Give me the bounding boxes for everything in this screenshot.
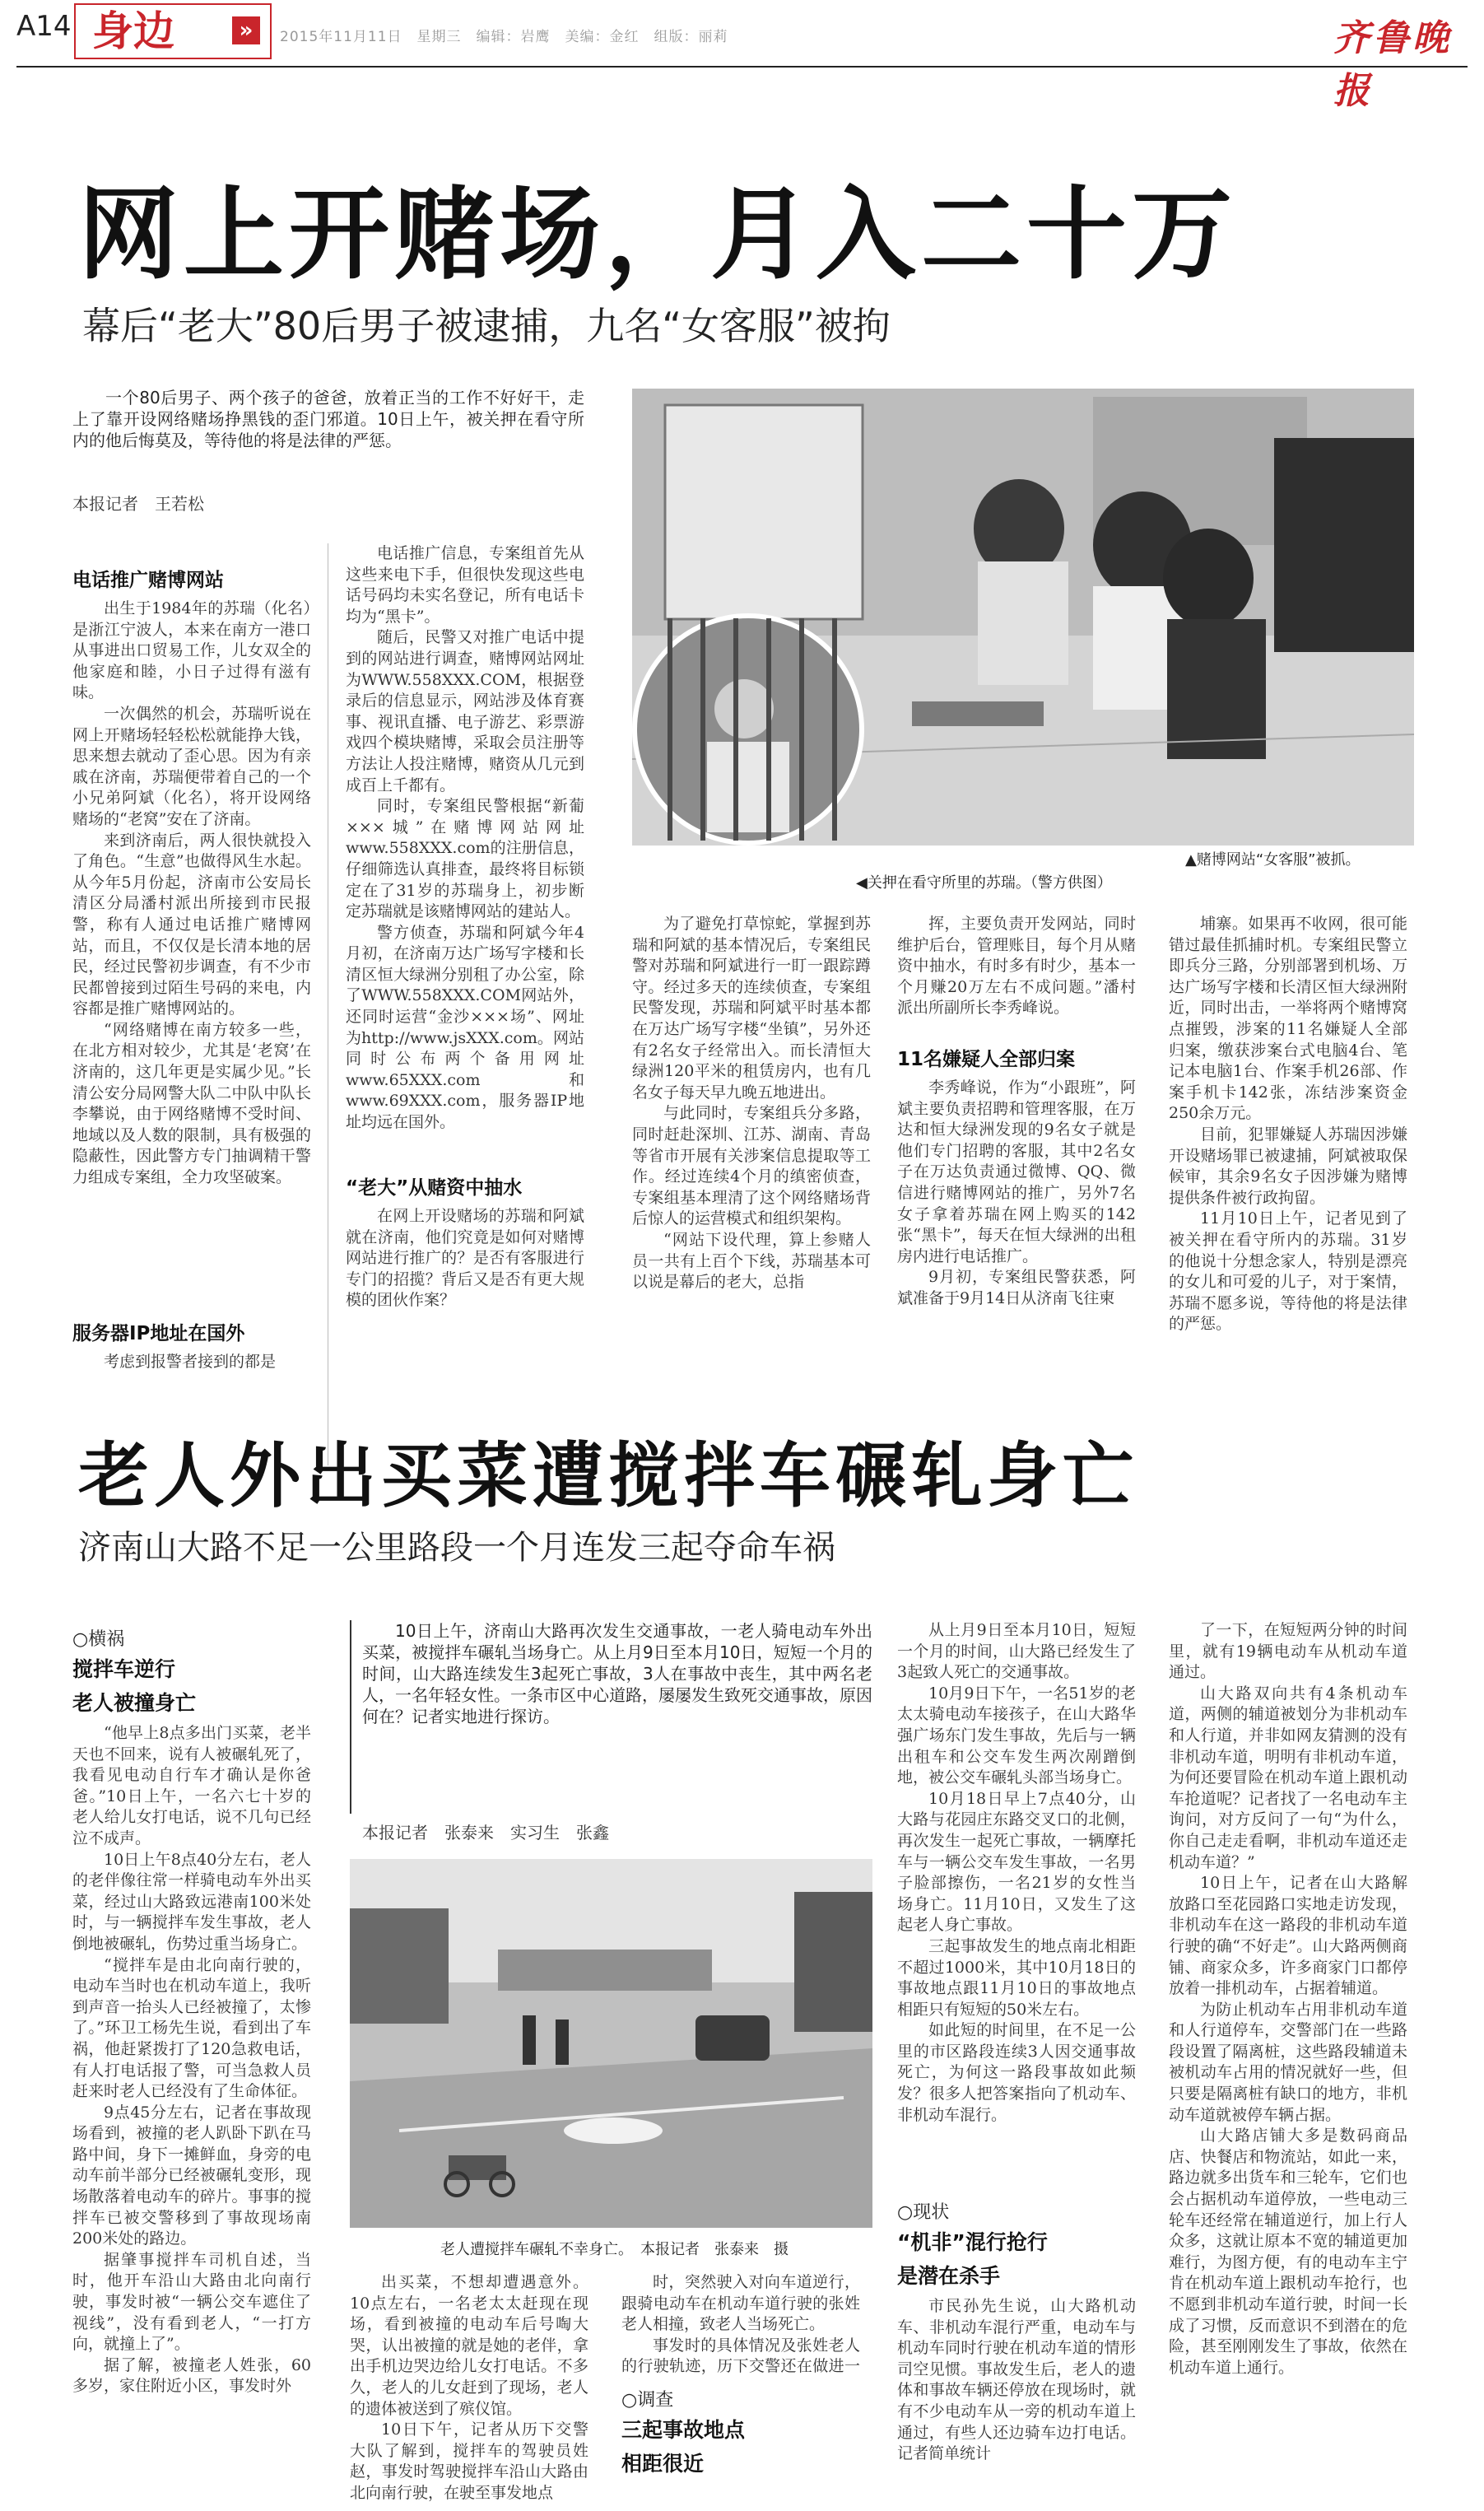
paragraph: 10日上午8点40分左右，老人的老伴像往常一样骑电动车外出买菜，经过山大路致远港南100米处时，与一辆搅拌车发生事故，老人倒地被碾轧，伤势过重当场身亡。 bbox=[72, 1850, 311, 1953]
paragraph: 挥，主要负责开发网站，同时维护后台，管理账目，每个月从赌资中抽水，有时多有时少，基本一个月赚20万左右不成问题。”潘村派出所副所长李秀峰说。 bbox=[897, 915, 1136, 1018]
paragraph: 如此短的时间里，在不足一公里的市区路段连续3人因交通事故死亡，为何这一路段事故如此频发？很多人把答案指向了机动车、非机动车混行。 bbox=[897, 2021, 1136, 2124]
story2-kicker-3-tag: ○调查 bbox=[621, 2390, 674, 2411]
inset-photo-frame bbox=[632, 613, 864, 846]
paragraph: 时，突然驶入对向车道逆行，跟骑电动车在机动车道行驶的张姓老人相撞，致老人当场死亡。 bbox=[621, 2273, 860, 2334]
newspaper-logo: 齐鲁晚报 bbox=[1333, 17, 1452, 112]
story1-col4-text-a bbox=[897, 914, 1136, 1029]
paragraph: 同时，专案组民警根据“新葡×××城”在赌博网站网址www.558XXX.com的注册信息，仔细筛选认真排查，最终将目标锁定在了31岁的苏瑞身上，初步断定苏瑞就是该赌博网站的建站人。 bbox=[346, 797, 584, 921]
story1-subheadline: 幕后“老大”80后男子被逮捕，九名“女客服”被拘 bbox=[82, 304, 891, 348]
story2-column-2 bbox=[350, 2272, 588, 2503]
story1-lead: 一个80后男子、两个孩子的爸爸，放着正当的工作不好好干，走上了靠开设网络赌场挣黑钱的歪门邪道。10日上午，被关押在看守所内的他后悔莫及，等待他的将是法律的严惩。 bbox=[72, 388, 584, 450]
story2-kicker-3-title-b: 相距很近 bbox=[621, 2452, 705, 2476]
paragraph: 事发时的具体情况及张姓老人的行驶轨迹，历下交警还在做进一 bbox=[621, 2336, 860, 2376]
story1-column-4 bbox=[897, 914, 1136, 1408]
story2-col3-text bbox=[621, 2272, 860, 2379]
paragraph: 山大路店铺大多是数码商品店、快餐店和物流站，如此一来，路边就多出货车和三轮车，它们也会占据机动车道停放，一些电动三轮车还经常在辅道逆行，加上行人众多，这就让原本不宽的辅道更加难行，为图方便，有的电动车主宁肯在机动车道上跟机动车抢行，也不愿到非机动车道行驶，时间一长成了习惯，反而意识不到潜在的危险，甚至刚刚发生了事故，依然在机动车道上通行。 bbox=[1169, 2127, 1407, 2377]
story1-col5-text bbox=[1169, 914, 1407, 1391]
paragraph: 在网上开设赌场的苏瑞和阿斌就在济南，他们究竟是如何对赌博网站进行推广的？是否有客服进行专门的招揽？背后又是否有更大规模的团伙作案？ bbox=[346, 1207, 584, 1310]
photo1-caption: ▲赌博网站“女客服”被抓。 bbox=[1185, 851, 1361, 869]
paragraph: 市民孙先生说，山大路机动车、非机动车混行严重，电动车与机动车同时行驶在机动车道的情形司空见惯。事故发生后，老人的遗体和事故车辆还停放在现场时，就有不少电动车从一旁的机动车道上通过，有些人还边骑车边打电话。记者简单统计 bbox=[897, 2297, 1136, 2463]
story2-kicker-2-tag: ○现状 bbox=[897, 2202, 950, 2223]
paragraph: 据了解，被撞老人姓张，60多岁，家住附近小区，事发时外 bbox=[72, 2355, 311, 2396]
story1-col1-text bbox=[72, 599, 311, 1307]
paragraph: 三起事故发生的地点南北相距不超过1000米，其中10月18日的事故地点跟11月10日的事故地点相距只有短短的50米左右。 bbox=[897, 1936, 1136, 2019]
paragraph: 随后，民警又对推广电话中提到的网站进行调查，赌博网站网址为WWW.558XXX.COM，根据登录后的信息显示，网站涉及体育赛事、视讯直播、电子游艺、彩票游戏四个模块赌博，采取会员注册等方法让人投注赌博，赌资从几元到成百上千都有。 bbox=[346, 628, 584, 794]
story1-col3-text bbox=[632, 914, 871, 1375]
story2-column-1 bbox=[72, 1622, 311, 2503]
story2-kicker-1-tag: ○横祸 bbox=[72, 1629, 125, 1650]
story2-col1-text bbox=[72, 1723, 311, 2481]
story2-lead: 10日上午，济南山大路再次发生交通事故，一老人骑电动车外出买菜，被搅拌车碾轧当场身亡。从上月9日至本月10日，短短一个月的时间，山大路连续发生3起死亡事故，3人在事故中丧生，其中两名老人，一名年轻女性。一条市区中心道路，屡屡发生致死交通事故，原因何在？记者实地进行探访。 bbox=[362, 1621, 872, 1726]
paragraph: 警方侦查，苏瑞和阿斌今年4月初，在济南万达广场写字楼和长清区恒大绿洲分别租了办公室，除了WWW.558XXX.COM网站外，还同时运营“金沙×××场”、网址为http://www.jsXXX.com。网站同时公布两个备用网址www.65XXX.com和www.69XXX.com，服务器IP地址均远在国外。 bbox=[346, 923, 584, 1132]
story1-col1-tail bbox=[72, 1352, 311, 1373]
story2-subheadline: 济南山大路不足一公里路段一个月连发三起夺命车祸 bbox=[78, 1529, 835, 1567]
story2-kicker-2-title-b: 是潜在杀手 bbox=[897, 2264, 1001, 2288]
story2-kicker-1-title-a: 搅拌车逆行 bbox=[72, 1657, 176, 1681]
story1-sub-heading-3: “老大”从赌资中抽水 bbox=[346, 1177, 523, 1199]
paragraph: 埔寨。如果再不收网，很可能错过最佳抓捕时机。专案组民警立即兵分三路，分别部署到机场、万达广场写字楼和长清区恒大绿洲附近，同时出击，一举将两个赌博窝点摧毁，涉案的11名嫌疑人全部归案，缴获涉案台式电脑4台、笔记本电脑1台、作案手机26部、作案手机卡142张，冻结涉案资金250余万元。 bbox=[1169, 915, 1407, 1123]
story2-byline: 本报记者 张泰来 实习生 张鑫 bbox=[362, 1823, 609, 1842]
story2-headline: 老人外出买菜遭搅拌车碾轧身亡 bbox=[78, 1435, 1138, 1517]
story1-column-1 bbox=[72, 561, 311, 1451]
story2-column-5 bbox=[1169, 1620, 1407, 2501]
story2-col5-text bbox=[1169, 1620, 1407, 2501]
inset-photo bbox=[637, 618, 859, 841]
story1-sub-heading-4: 11名嫌疑人全部归案 bbox=[897, 1049, 1076, 1070]
story2-kicker-2-title-a: “机非”混行抢行 bbox=[897, 2230, 1048, 2254]
paragraph: 9点45分左右，记者在事故现场看到，被撞的老人趴卧下趴在马路中间，身下一摊鲜血，身旁的电动车前半部分已经被碾轧变形，现场散落着电动车的碎片。事事的搅拌车已被交警移到了事故现场南200米处的路边。 bbox=[72, 2103, 311, 2248]
story1-headline: 网上开赌场，月入二十万 bbox=[78, 176, 1237, 293]
story2-kicker-1-title-b: 老人被撞身亡 bbox=[72, 1691, 197, 1715]
story1-sub-heading-1: 电话推广赌博网站 bbox=[72, 570, 224, 591]
paragraph: “网络赌博在南方较多一些，在北方相对较少，尤其是‘老窝’在济南的，这几年更是实属少见。”长清公安分局网警大队二中队中队长李攀说，由于网络赌博不受时间、地域以及人数的限制，具有极强的隐蔽性，因此警方专门抽调精干警力组成专案组，全力攻坚破案。 bbox=[72, 1020, 311, 1187]
story2-col4-upper-text bbox=[897, 1620, 1136, 2188]
paragraph: 山大路双向共有4条机动车道，两侧的辅道被划分为非机动车和人行道，并非如网友猜测的没有非机动车道，明明有非机动车道，为何还要冒险在机动车道上跟机动车抢道呢？记者找了一名电动车主询问，对方反问了一句“为什么，你自己走走看啊，非机动车道还走机动车道？” bbox=[1169, 1684, 1407, 1871]
story2-col4-lower-text bbox=[897, 2296, 1136, 2469]
story2-col2-text bbox=[350, 2272, 588, 2503]
lead-bar bbox=[350, 1620, 351, 1814]
paragraph: “网站下设代理，算上参赌人员一共有上百个下线，苏瑞基本可以说是幕后的老大，总指 bbox=[632, 1230, 871, 1292]
issue-info: 2015年11月11日 星期三 编辑：岩鹰 美编：金红 组版：丽莉 bbox=[280, 29, 728, 45]
paragraph: 11月10日上午，记者见到了被关押在看守所内的苏瑞。31岁的他说十分想念家人，特别是漂亮的女儿和可爱的儿子，对于案情，苏瑞不愿多说，等待他的将是法律的严惩。 bbox=[1169, 1209, 1407, 1334]
page-number: A14 bbox=[16, 10, 72, 43]
story2-kicker-3-title-a: 三起事故地点 bbox=[621, 2418, 746, 2442]
story2-column-4 bbox=[897, 1620, 1136, 2501]
photo2-caption: ◀关押在看守所里的苏瑞。（警方供图） bbox=[856, 874, 1112, 892]
accident-photo bbox=[350, 1859, 872, 2228]
story1-column-2 bbox=[346, 543, 584, 1465]
masthead-rule bbox=[16, 66, 1468, 68]
paragraph: 目前，犯罪嫌疑人苏瑞因涉嫌开设赌场罪已被逮捕，阿斌被取保候审，其余9名女子因涉嫌为赌博提供条件被行政拘留。 bbox=[1169, 1125, 1407, 1207]
paragraph: 出买菜，不想却遭遇意外。10点左右，一名老太太赶现在现场，看到被撞的电动车后号啕大哭，认出被撞的就是她的老伴，拿出手机边哭边给儿女打电话。不多久，老人的儿女赶到了现场，老人的遗体被送到了殡仪馆。 bbox=[350, 2273, 588, 2418]
chevron-right-icon: » bbox=[232, 16, 260, 44]
paragraph: 10月9日下午，一名51岁的老太太骑电动车接孩子，在山大路华强广场东门发生事故，先后与一辆出租车和公交车发生两次剐蹭倒地，被公交车碾轧头部当场身亡。 bbox=[897, 1684, 1136, 1787]
section-title: 身边 bbox=[92, 7, 174, 55]
paragraph: 电话推广信息，专案组首先从这些来电下手，但很快发现这些电话号码均未实名登记，所有电话卡均为“黑卡”。 bbox=[346, 544, 584, 626]
paragraph: 为防止机动车占用非机动车道和人行道停车，交警部门在一些路段设置了隔离桩，这些路段辅道未被机动车占用的情况就好一些，但只要是隔离桩有缺口的地方，非机动车道就被停车辆占据。 bbox=[1169, 2000, 1407, 2124]
story2-column-3 bbox=[621, 2272, 860, 2503]
paragraph: 考虑到报警者接到的都是 bbox=[104, 1353, 277, 1371]
paragraph: 9月初，专案组民警获悉，阿斌准备于9月14日从济南飞往柬 bbox=[897, 1268, 1136, 1307]
paragraph: 10日下午，记者从历下交警大队了解到，搅拌车的驾驶员姓赵，事发时驾驶搅拌车沿山大路由北向南行驶，在驶至事发地点 bbox=[350, 2420, 588, 2502]
story1-column-5 bbox=[1169, 914, 1407, 1391]
story1-byline: 本报记者 王若松 bbox=[72, 494, 204, 514]
story1-sub-heading-2: 服务器IP地址在国外 bbox=[72, 1323, 245, 1344]
story1-col2-text bbox=[346, 543, 584, 1161]
paragraph: 李秀峰说，作为“小跟班”，阿斌主要负责招聘和管理客服，在万达和恒大绿洲发现的9名女子就是他们专门招聘的客服，其中2名女子在万达负责通过微博、QQ、微信进行赌博网站的推广，另外7名女子拿着苏瑞在网上购买的142张“黑卡”，每天在恒大绿洲的出租房内进行电话推广。 bbox=[897, 1078, 1136, 1265]
paragraph: 来到济南后，两人很快就投入了角色。“生意”也做得风生水起。从今年5月份起，济南市公安局长清区分局潘村派出所接到市民报警，称有人通过电话推广赌博网站，而且，不仅仅是长清本地的居民，经过民警初步调查，有不少市民都曾接到过陌生号码的来电，内容都是推广赌博网站的。 bbox=[72, 831, 311, 1018]
paragraph: 了一下，在短短两分钟的时间里，就有19辆电动车从机动车道通过。 bbox=[1169, 1621, 1407, 1682]
paragraph: 10日上午，记者在山大路解放路口至花园路口实地走访发现，非机动车在这一路段的非机动车道行驶的确“不好走”。山大路两侧商铺、商家众多，许多商家门口都停放着一排机动车，占据着辅道。 bbox=[1169, 1874, 1407, 1998]
paragraph: 出生于1984年的苏瑞（化名）是浙江宁波人，本来在南方一港口从事进出口贸易工作，儿女双全的他家庭和睦，小日子过得有滋有味。 bbox=[72, 599, 311, 702]
paragraph: “搅拌车是由北向南行驶的，电动车当时也在机动车道上，我听到声音一抬头人已经被撞了，太惨了。”环卫工杨先生说，看到出了车祸，他赶紧拨打了120急救电话，有人打电话报了警，可当急救人员赶来时老人已经没有了生命体征。 bbox=[72, 1955, 311, 2101]
story1-col2-tail bbox=[346, 1206, 584, 1311]
paragraph: “他早上8点多出门买菜，老半天也不回来，说有人被碾轧死了，我看见电动自行车才确认是你爸爸。”10日上午，一名六七十岁的老人给儿女打电话，说不几句已经泣不成声。 bbox=[72, 1724, 311, 1847]
paragraph: 为了避免打草惊蛇，掌握到苏瑞和阿斌的基本情况后，专案组民警对苏瑞和阿斌进行一盯一跟踪蹲守。经过多天的连续侦查，专案组民警发现，苏瑞和阿斌平时基本都在万达广场写字楼“坐镇”，另外还有2名女子经常出入。而长清恒大绿洲120平米的租赁房内，也有几名女子每天早九晚五地进出。 bbox=[632, 915, 871, 1102]
paragraph: 与此同时，专案组兵分多路，同时赶赴深圳、江苏、湖南、青岛等省市开展有关涉案信息提取等工作。经过连续4个月的缜密侦查，专案组基本理清了这个网络赌场背后惊人的运营模式和组织架构。 bbox=[632, 1104, 871, 1228]
paragraph: 一次偶然的机会，苏瑞听说在网上开赌场轻轻松松就能挣大钱，思来想去就动了歪心思。因为有亲戚在济南，苏瑞便带着自己的一个小兄弟阿斌（化名），将开设网络赌场的“老窝”安在了济南。 bbox=[72, 704, 311, 828]
paragraph: 据肇事搅拌车司机自述，当时，他开车沿山大路由北向南行驶，事发时被“一辆公交车遮住了视线”，没有看到老人，“一打方向，就撞上了”。 bbox=[72, 2250, 311, 2354]
section-label bbox=[74, 3, 272, 59]
paragraph: 从上月9日至本月10日，短短一个月的时间，山大路已经发生了3起致人死亡的交通事故。 bbox=[897, 1621, 1136, 1682]
paragraph: 10月18日早上7点40分，山大路与花园庄东路交叉口的北侧，再次发生一起死亡事故，一辆摩托车与一辆公交车发生事故，一名男子脸部擦伤，一名21岁的女性当场身亡。11月10日，又发生了这起老人身亡事故。 bbox=[897, 1789, 1136, 1935]
accident-photo-caption: 老人遭搅拌车碾轧不幸身亡。 本报记者 张泰来 摄 bbox=[440, 2241, 789, 2258]
accident-photo-illustration bbox=[350, 1859, 872, 2228]
story1-col4-text-b bbox=[897, 1078, 1136, 1374]
story1-column-3 bbox=[632, 914, 871, 1375]
